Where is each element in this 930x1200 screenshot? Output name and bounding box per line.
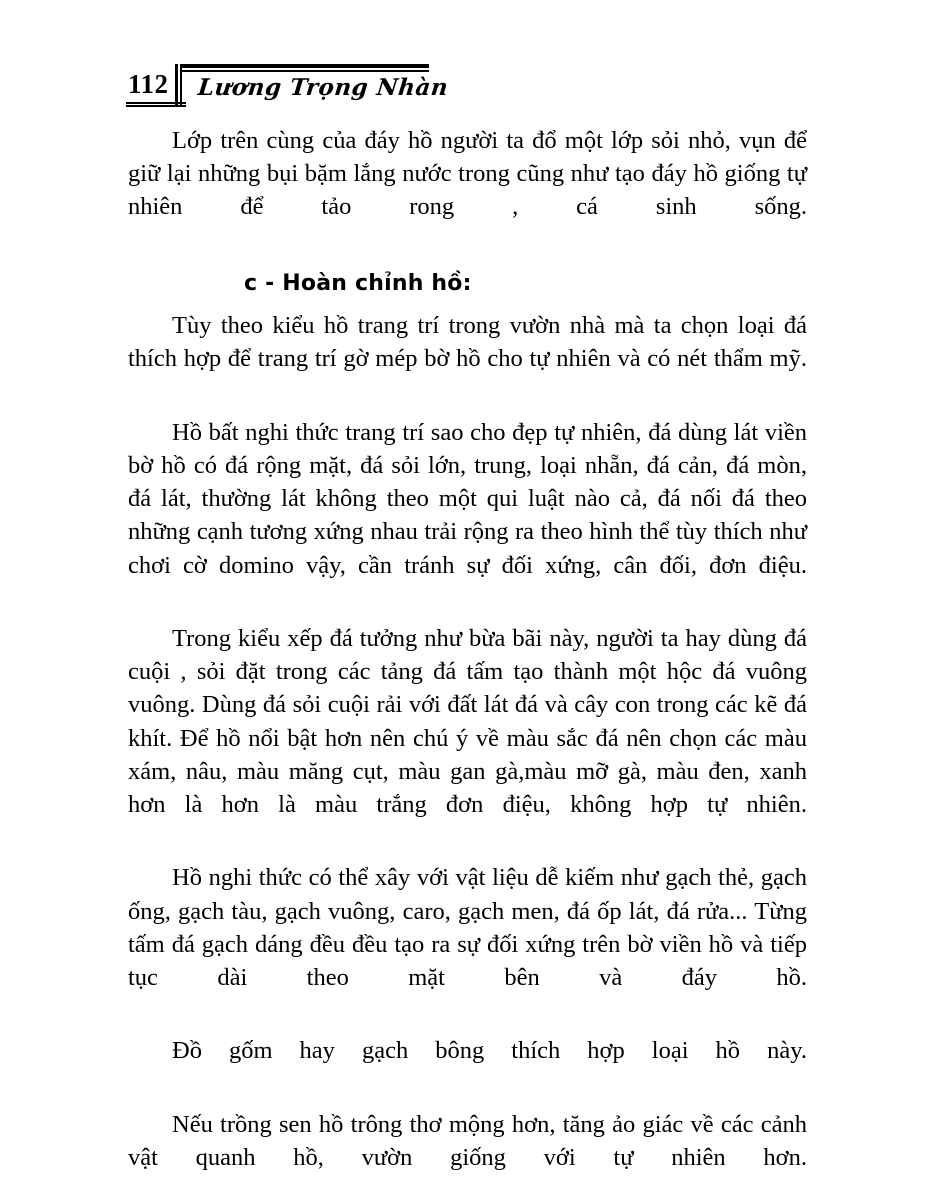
header-horizontal-rule	[180, 64, 429, 72]
running-header-inner	[128, 58, 818, 116]
heading-hoan-chinh-ho: c - Hoàn chỉnh hồ:	[244, 270, 472, 296]
author-name: Lương Trọng Nhàn	[196, 74, 450, 101]
paragraph-tuy-theo-kieu-ho: Tùy theo kiểu hồ trang trí trong vườn nhà mà ta chọn loại đá thích hợp để trang trí gờ mép bờ hồ cho tự nhiên và có nét thẩm mỹ.	[128, 312, 807, 373]
paragraph-neu-trong-sen: Nếu trồng sen hồ trông thơ mộng hơn, tăng ảo giác về các cảnh vật quanh hồ, vườn giống với tự nhiên hơn.	[128, 1110, 807, 1172]
paragraph-trong-kieu-xep-da: Trong kiểu xếp đá tưởng như bừa bãi này, người ta hay dùng đá cuội , sỏi đặt trong các tảng đá tấm tạo thành một hộc đá vuông vuông. Dùng đá sỏi cuội rải với đất lát đá và cây con trong các kẽ đá khít. Để hồ nổi bật hơn nên chú ý về màu sắc đá nên chọn các màu xám, nâu, màu măng cụt, màu gan gà,màu mỡ gà, màu đen, xanh hơn là hơn là màu trắng đơn điệu, không hợp tự nhiên.	[128, 625, 807, 819]
paragraph-ho-nghi-thuc: Hồ nghi thức có thể xây với vật liệu dễ kiếm như gạch thẻ, gạch ống, gạch tàu, gạch vuông, caro, gạch men, đá ốp lát, đá rửa... Từng tấm đá gạch dáng đều đều tạo ra sự đối xứng trên bờ viền hồ và tiếp tục dài theo mặt bên và đáy hồ.	[128, 864, 807, 992]
body-text-column	[128, 124, 807, 1200]
paragraph-do-gom-hay-gach-bong: Đồ gốm hay gạch bông thích hợp loại hồ này.	[172, 1037, 807, 1065]
page-number: 112	[128, 69, 169, 99]
running-header	[128, 58, 818, 116]
paragraph-ho-bat-nghi-thuc: Hồ bất nghi thức trang trí sao cho đẹp tự nhiên, đá dùng lát viền bờ hồ có đá rộng mặt, đá sỏi lớn, trung, loại nhẵn, đá cản, đá mòn, đá lát, thường lát không theo một qui luật nào cả, đá nối đá theo những cạnh tương xứng nhau trải rộng ra theo hình thể tùy thích như chơi cờ domino vậy, cần tránh sự đối xứng, cân đối, đơn điệu.	[128, 418, 807, 579]
paragraph-lop-tren-cung: Lớp trên cùng của đáy hồ người ta đổ một lớp sỏi nhỏ, vụn để giữ lại những bụi bặm lắng nước trong cũng như tạo đáy hồ giống tự nhiên để tảo rong , cá sinh sống.	[128, 127, 807, 221]
